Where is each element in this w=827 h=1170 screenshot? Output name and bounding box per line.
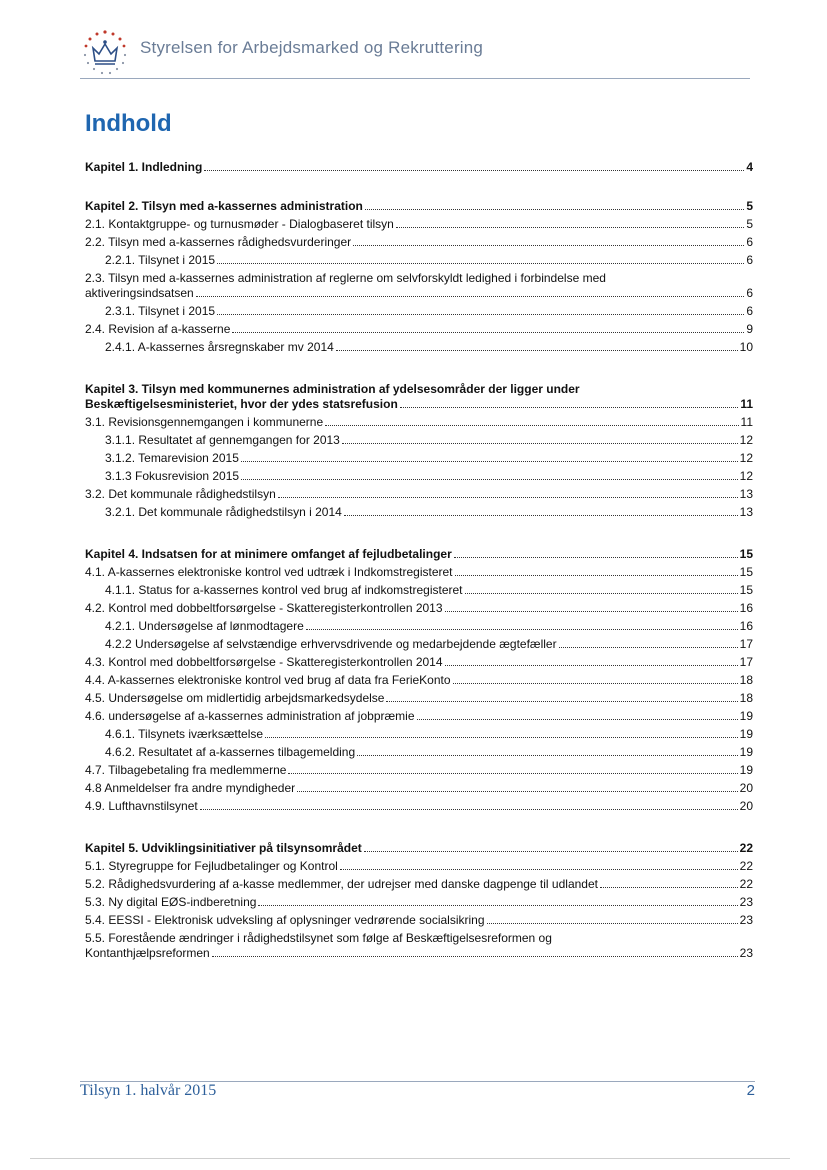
dot-leader [465,593,738,594]
toc-entry [85,673,753,688]
toc-entry [85,565,753,580]
toc-chapter-entry [85,160,753,175]
toc-chapter-entry [85,547,753,562]
page-footer [80,1068,755,1108]
toc-entry [85,304,753,319]
header-divider [80,78,750,79]
dot-leader [241,479,738,480]
dot-leader [417,719,738,720]
toc-entry-title: 3.2. Det kommunale rådighedstilsyn [85,487,276,501]
dot-leader [288,773,737,774]
toc-page-number: 23 [739,946,753,960]
toc-entry-title: 3.2.1. Det kommunale rådighedstilsyn i 2014 [105,505,342,519]
dot-leader [559,647,738,648]
toc-page-number: 23 [739,895,753,909]
toc-entry [85,637,753,652]
toc-entry [85,655,753,670]
toc-entry [85,763,753,778]
toc-entry [85,469,753,484]
toc-page-number: 17 [739,655,753,669]
toc-entry [85,913,753,928]
toc-entry-title: 4.6.2. Resultatet af a-kassernes tilbagemelding [105,745,356,759]
royal-crown-crest-icon [80,28,130,78]
toc-page-number: 20 [739,799,753,813]
toc-entry-title: 3.1.2. Temarevision 2015 [105,451,239,465]
dot-leader [212,956,738,957]
dot-leader [336,350,738,351]
dot-leader [342,443,738,444]
toc-entry-title: 3.1. Revisionsgennemgangen i kommunerne [85,415,324,429]
toc-entry-continuation [85,286,753,301]
toc-page-number: 23 [739,913,753,927]
toc-page-number: 11 [740,415,753,429]
toc-page-number: 19 [739,709,753,723]
dot-leader [344,515,738,516]
toc-entry-continuation [85,397,753,412]
dot-leader [306,629,738,630]
dot-leader [453,683,738,684]
toc-entry [85,709,753,724]
toc-entry [85,340,753,355]
dot-leader [400,407,739,408]
toc-entry-title: 3.1.3 Fokusrevision 2015 [105,469,240,483]
toc-entry-title: 4.2.1. Undersøgelse af lønmodtagere [105,619,304,633]
toc-entry-title: 4.6. undersøgelse af a-kassernes administration af jobpræmie [85,709,415,723]
toc-page-number: 13 [739,505,753,519]
toc-entry [85,505,753,520]
toc-entry-title: 4.4. A-kassernes elektroniske kontrol ved brug af data fra FerieKonto [85,673,451,687]
toc-entry [85,727,753,742]
toc-entry-title: 4.6.1. Tilsynets iværksættelse [105,727,264,741]
dot-leader [445,611,738,612]
toc-page-number: 13 [739,487,753,501]
scan-edge-line [30,1158,790,1159]
toc-page-number: 20 [739,781,753,795]
toc-entry [85,745,753,760]
toc-entry [85,895,753,910]
toc-page-number: 16 [739,601,753,615]
toc-page-number: 15 [739,565,753,579]
toc-page-number: 22 [739,877,753,891]
toc-entry-title: 2.3.1. Tilsynet i 2015 [105,304,216,318]
toc-page-number: 19 [739,763,753,777]
toc-page-number: 19 [739,745,753,759]
toc-page-number: 4 [746,160,753,174]
toc-entry-title: 2.3. Tilsyn med a-kassernes administration af reglerne om selvforskyldt ledighed i forbindelse med [85,271,606,285]
toc-entry-title: Beskæftigelsesministeriet, hvor der ydes statsrefusion [85,397,398,411]
dot-leader [241,461,738,462]
toc-entry [85,619,753,634]
toc-page-number: 12 [739,469,753,483]
toc-entry [85,781,753,796]
dot-leader [386,701,737,702]
toc-chapter-entry [85,841,753,856]
dot-leader [364,851,738,852]
dot-leader [200,809,738,810]
toc-entry [85,601,753,616]
toc-page-number: 6 [746,235,753,249]
toc-entry-continuation [85,946,753,961]
toc-page-number: 18 [739,691,753,705]
dot-leader [278,497,738,498]
toc-entry-title: 4.1.1. Status for a-kassernes kontrol ved brug af indkomstregisteret [105,583,463,597]
page-header [80,22,750,82]
toc-entry [85,217,753,232]
footer-title: Tilsyn 1. halvår 2015 [80,1082,217,1099]
toc-entry-title: 3.1.1. Resultatet af gennemgangen for 2013 [105,433,340,447]
toc-entry [85,799,753,814]
dot-leader [297,791,738,792]
toc-chapter-entry [85,199,753,214]
toc-entry-title: 5.2. Rådighedsvurdering af a-kasse medlemmer, der udrejser med danske dagpenge til udlandet [85,877,598,891]
toc-entry-title: 4.2. Kontrol med dobbeltforsørgelse - Skatteregisterkontrollen 2013 [85,601,443,615]
toc-entry [85,877,753,892]
toc-entry [85,415,753,430]
toc-entry [85,691,753,706]
agency-name: Styrelsen for Arbejdsmarked og Rekruttering [140,38,484,57]
toc-page-number: 19 [739,727,753,741]
toc-entry-title: 5.3. Ny digital EØS-indberetning [85,895,257,909]
toc-page-number: 11 [740,397,753,411]
toc-page-number: 18 [739,673,753,687]
dot-leader [265,737,738,738]
toc-page-number: 5 [746,199,753,213]
toc-entry-title: Kapitel 2. Tilsyn med a-kassernes administration [85,199,363,213]
dot-leader [357,755,737,756]
toc-entry-title: 5.5. Forestående ændringer i rådighedstilsynet som følge af Beskæftigelsesreformen og [85,931,552,945]
toc-entry [85,859,753,874]
toc-page-number: 6 [746,286,753,300]
toc-page-number: 15 [739,547,753,561]
toc-entry-title: 5.4. EESSI - Elektronisk udveksling af oplysninger vedrørende socialsikring [85,913,485,927]
toc-page-number: 22 [739,841,753,855]
toc-entry-title: 4.2.2 Undersøgelse af selvstændige erhvervsdrivende og medarbejdende ægtefæller [105,637,557,651]
page-number: 2 [746,1082,755,1099]
toc-page-number: 6 [746,253,753,267]
toc-entry-title: 4.5. Undersøgelse om midlertidig arbejdsmarkedsydelse [85,691,385,705]
dot-leader [365,209,744,210]
dot-leader [325,425,738,426]
dot-leader [600,887,738,888]
dot-leader [217,263,744,264]
dot-leader [340,869,738,870]
dot-leader [196,296,745,297]
toc-entry-title: 2.2.1. Tilsynet i 2015 [105,253,216,267]
toc-entry-title: 2.4. Revision af a-kasserne [85,322,231,336]
toc-entry [85,322,753,337]
toc-page-number: 22 [739,859,753,873]
toc-entry-title: 4.9. Lufthavnstilsynet [85,799,198,813]
toc-page-number: 6 [746,304,753,318]
dot-leader [217,314,744,315]
toc-entry-title: aktiveringsindsatsen [85,286,194,300]
page-title: Indhold [85,110,172,137]
toc-entry-title: Kapitel 1. Indledning [85,160,203,174]
toc-entry-title: Kapitel 4. Indsatsen for at minimere omfanget af fejludbetalinger [85,547,452,561]
toc-entry-title: 4.1. A-kassernes elektroniske kontrol ved udtræk i Indkomstregisteret [85,565,453,579]
dot-leader [258,905,737,906]
toc-entry [85,931,753,961]
toc-entry-title: 2.4.1. A-kassernes årsregnskaber mv 2014 [105,340,334,354]
toc-entry-title: 2.1. Kontaktgruppe- og turnusmøder - Dialogbaseret tilsyn [85,217,394,231]
toc-entry-title: 4.7. Tilbagebetaling fra medlemmerne [85,763,287,777]
dot-leader [487,923,738,924]
dot-leader [232,332,744,333]
dot-leader [204,170,744,171]
toc-page-number: 12 [739,433,753,447]
toc-entry-title: Kapitel 5. Udviklingsinitiativer på tilsynsområdet [85,841,362,855]
toc-page-number: 16 [739,619,753,633]
toc-entry [85,271,753,301]
dot-leader [454,557,738,558]
toc-chapter-entry [85,382,753,412]
toc-entry [85,487,753,502]
dot-leader [396,227,744,228]
toc-page-number: 9 [746,322,753,336]
dot-leader [455,575,738,576]
toc-page-number: 15 [739,583,753,597]
toc-entry-title: 2.2. Tilsyn med a-kassernes rådighedsvurderinger [85,235,352,249]
toc-entry-title: 5.1. Styregruppe for Fejludbetalinger og Kontrol [85,859,338,873]
toc-page-number: 5 [746,217,753,231]
table-of-contents [85,160,753,961]
toc-entry-title: 4.8 Anmeldelser fra andre myndigheder [85,781,296,795]
toc-page-number: 17 [739,637,753,651]
toc-page-number: 12 [739,451,753,465]
toc-page-number: 10 [739,340,753,354]
toc-entry-title: 4.3. Kontrol med dobbeltforsørgelse - Skatteregisterkontrollen 2014 [85,655,443,669]
toc-entry-title: Kontanthjælpsreformen [85,946,210,960]
toc-entry [85,433,753,448]
toc-entry [85,235,753,250]
toc-entry [85,583,753,598]
toc-entry [85,451,753,466]
toc-entry [85,253,753,268]
toc-entry-title: Kapitel 3. Tilsyn med kommunernes administration af ydelsesområder der ligger under [85,382,580,396]
dot-leader [353,245,744,246]
dot-leader [445,665,738,666]
